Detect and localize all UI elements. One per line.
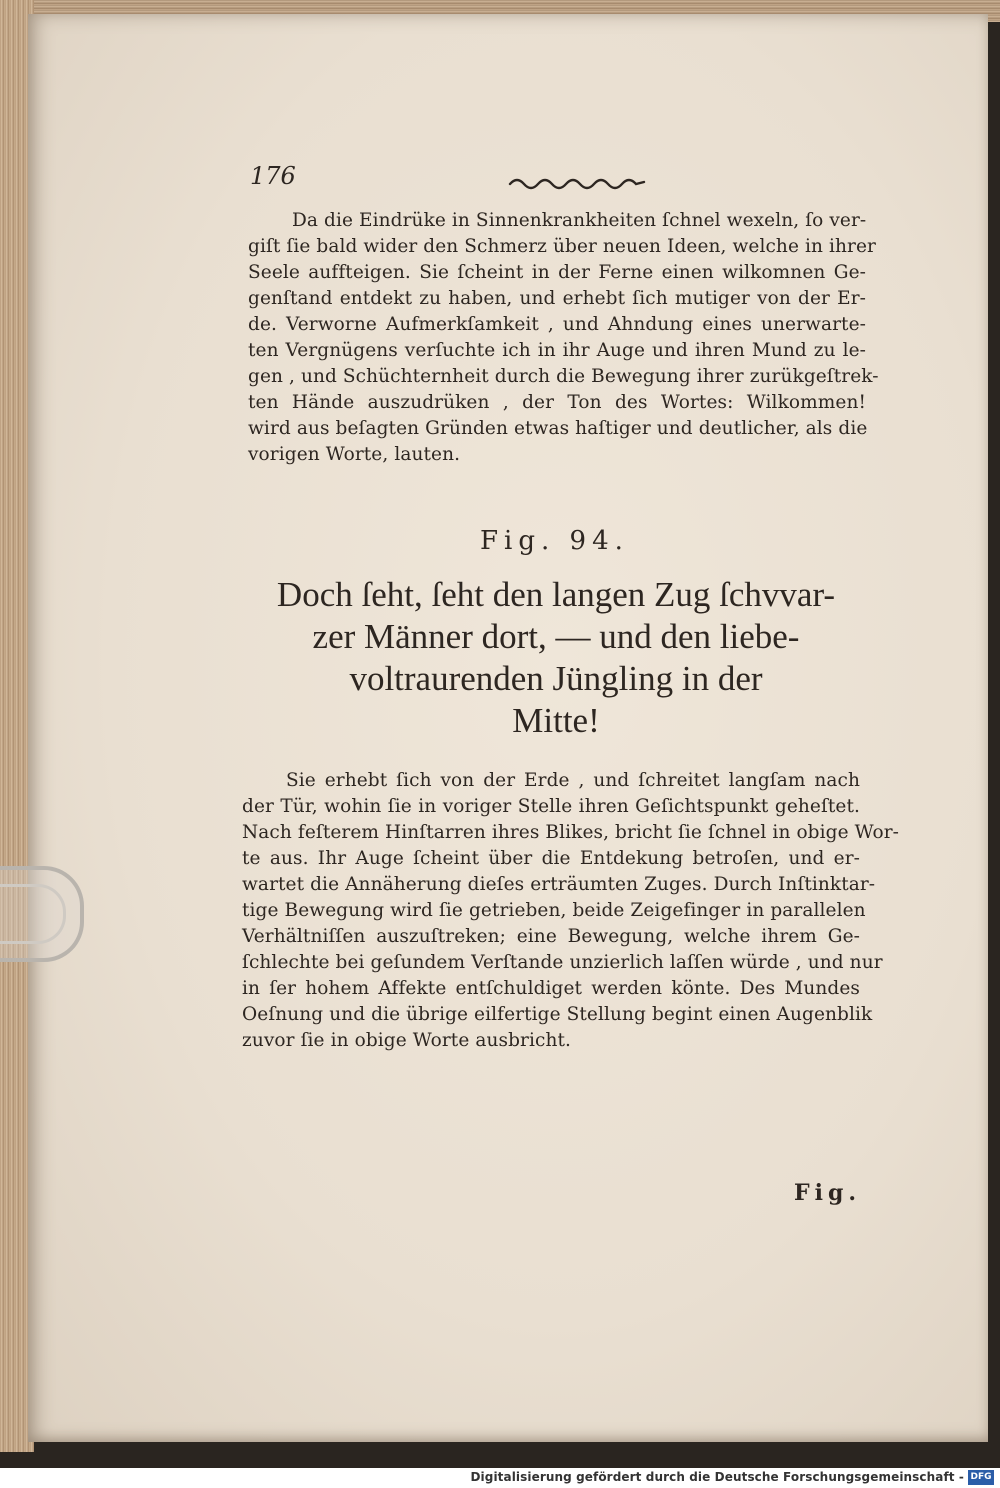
quote-line: Doch ſeht, ſeht den langen Zug ſchvvar- [276, 575, 836, 614]
paragraph1-line: ten Vergnügens verſuchte ich in ihr Auge und ihren Mund zu le- [248, 340, 866, 361]
page-number: 176 [250, 162, 296, 190]
quote-line: voltraurenden Jüngling in der [349, 659, 763, 698]
paragraph2-line: der Tür, wohin ſie in voriger Stelle ihren Geſichtspunkt geheſtet. [242, 796, 860, 817]
paragraph2-line: Nach feſterem Hinſtarren ihres Blikes, bricht ſie ſchnel in obige Wor- [242, 822, 900, 843]
paragraph2-line: zuvor ſie in obige Worte ausbricht. [242, 1030, 571, 1051]
paragraph1-line: ten Hände auszudrüken , der Ton des Wortes: Wilkommen! [248, 392, 866, 413]
paragraph2-line: in ſer hohem Affekte entſchuldiget werden könte. Des Mundes [242, 978, 860, 999]
header-ornament-icon [508, 174, 646, 192]
quote-line: Mitte! [512, 701, 600, 740]
paragraph2-line: te aus. Ihr Auge ſcheint über die Entdekung betroſen, und er- [242, 848, 860, 869]
dfg-logo-icon: DFG [968, 1470, 994, 1485]
paragraph-2 [242, 768, 900, 1054]
paper-clip-inner [0, 884, 66, 944]
paragraph-1 [248, 208, 879, 468]
paragraph2-line: Oeſnung und die übrige eilfertige Stellung begint einen Augenblik [242, 1004, 873, 1025]
quote-heading [236, 574, 876, 742]
quote-line: zer Männer dort, — und den liebe- [312, 617, 800, 656]
paragraph1-line: gen , und Schüchternheit durch die Bewegung ihrer zurükgeſtrek- [248, 366, 879, 387]
figure-heading: Fig. 94. [480, 526, 629, 556]
paragraph1-line: genſtand entdekt zu haben, und erhebt ſich mutiger von der Er- [248, 288, 866, 309]
paragraph2-line: tige Bewegung wird ſie getrieben, beide Zeigefinger in parallelen [242, 900, 866, 921]
paragraph1-line: de. Verworne Aufmerkſamkeit , und Ahndung eines unerwarte- [248, 314, 866, 335]
paragraph1-line: wird aus beſagten Gründen etwas haſtiger und deutlicher, als die [248, 418, 868, 439]
paragraph1-line: vorigen Worte, lauten. [248, 444, 461, 465]
paragraph2-line: wartet die Annäherung dieſes erträumten Zuges. Durch Inſtinktar- [242, 874, 876, 895]
paragraph1-line: Da die Eindrüke in Sinnenkrankheiten ſchnel wexeln, ſo ver- [292, 210, 867, 231]
footer-credit: Digitalisierung gefördert durch die Deutsche Forschungsgemeinschaft - [470, 1470, 964, 1484]
paragraph1-line: giſt ſie bald wider den Schmerz über neuen Ideen, welche in ihrer [248, 236, 876, 257]
catchword: Fig. [794, 1180, 862, 1206]
paragraph1-line: Seele auffteigen. Sie ſcheint in der Ferne einen wilkomnen Ge- [248, 262, 866, 283]
paragraph2-line: Verhältniſſen auszuſtreken; eine Bewegung, welche ihrem Ge- [242, 926, 860, 947]
paragraph2-line: Sie erhebt ſich von der Erde , und ſchreitet langſam nach [286, 770, 860, 791]
paragraph2-line: ſchlechte bei geſundem Verſtande unzierlich laſſen würde , und nur [242, 952, 883, 973]
